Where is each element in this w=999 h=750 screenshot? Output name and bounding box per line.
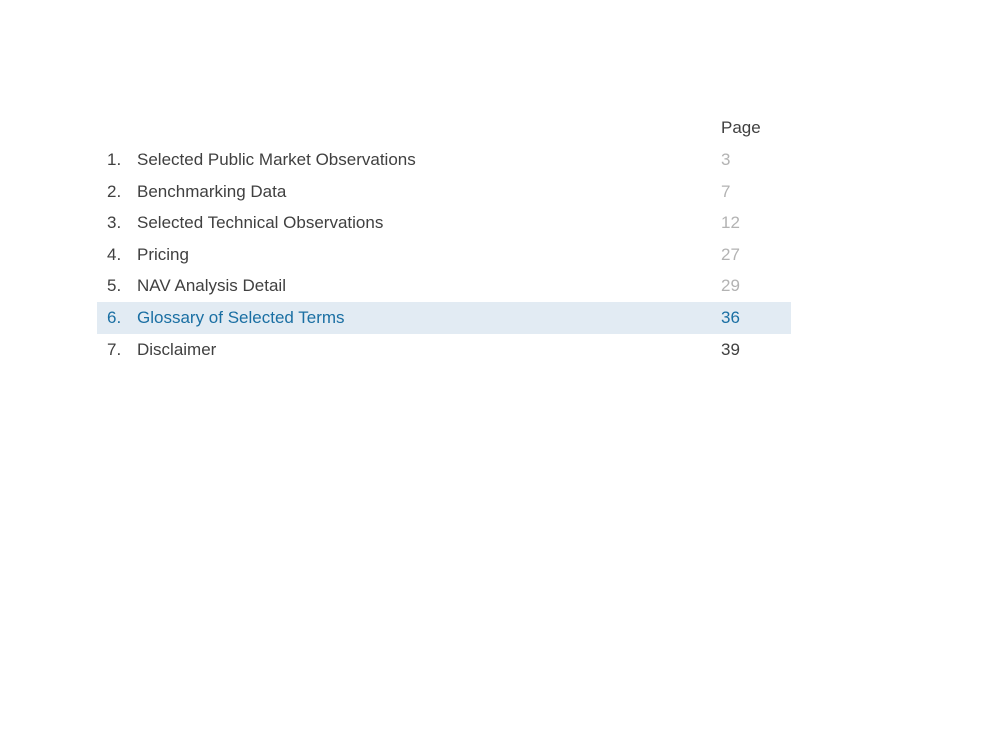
- page-column-header: Page: [721, 118, 761, 137]
- toc-item-page: 12: [721, 213, 740, 233]
- toc-header: [97, 112, 791, 144]
- toc-item-title: NAV Analysis Detail: [137, 276, 286, 296]
- toc-item-glossary[interactable]: [97, 302, 791, 334]
- toc-item-page: 7: [721, 181, 731, 201]
- toc-item-pricing[interactable]: [97, 239, 791, 271]
- toc-item-title: Selected Public Market Observations: [137, 150, 416, 169]
- toc-item-title: Pricing: [137, 244, 189, 264]
- toc-item-number: 2.: [107, 181, 122, 201]
- toc-item-benchmarking-data[interactable]: [97, 176, 791, 208]
- toc-item-number: 4.: [107, 244, 122, 264]
- toc-item-technical-observations[interactable]: [97, 207, 791, 239]
- toc-item-number: 3.: [107, 213, 122, 233]
- toc-item-page: 36: [721, 307, 740, 327]
- toc-item-page: 39: [721, 339, 740, 359]
- toc-item-disclaimer[interactable]: [97, 334, 791, 366]
- toc-item-number: 7.: [107, 339, 122, 359]
- toc-item-nav-analysis-detail[interactable]: [97, 270, 791, 302]
- toc-item-public-market-observations[interactable]: [97, 144, 791, 176]
- toc-item-page: 3: [721, 150, 731, 169]
- toc-item-title: Benchmarking Data: [137, 181, 287, 201]
- toc-item-page: 29: [721, 276, 740, 296]
- toc-item-number: 5.: [107, 276, 122, 296]
- toc-item-number: 6.: [107, 307, 122, 327]
- toc-item-number: 1.: [107, 150, 122, 169]
- table-of-contents: [97, 112, 791, 365]
- toc-item-title: Glossary of Selected Terms: [137, 307, 345, 327]
- toc-item-title: Disclaimer: [137, 339, 217, 359]
- toc-item-title: Selected Technical Observations: [137, 213, 384, 233]
- toc-item-page: 27: [721, 244, 740, 264]
